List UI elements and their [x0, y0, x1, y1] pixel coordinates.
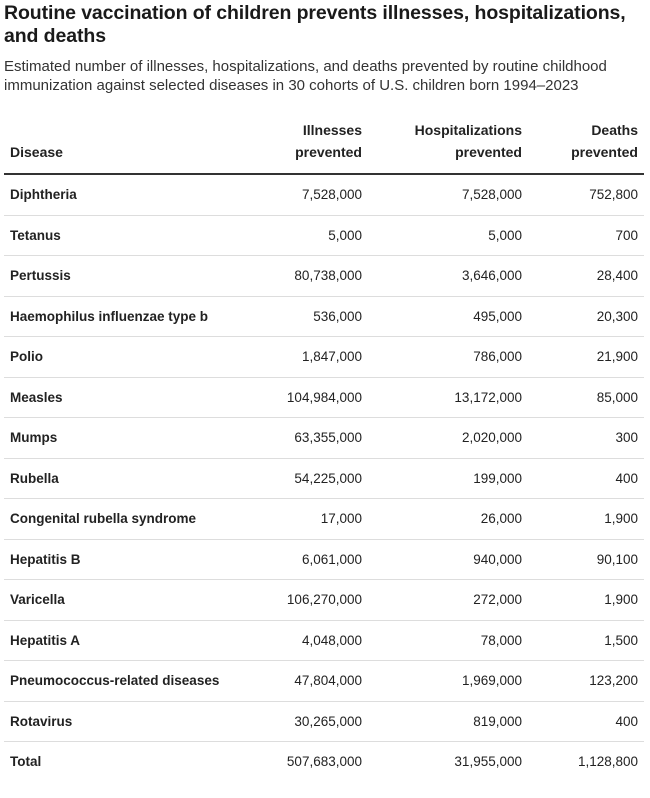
cell-disease: Rubella	[4, 458, 250, 499]
cell-deaths: 1,900	[528, 580, 644, 621]
cell-illnesses: 106,270,000	[250, 580, 368, 621]
cell-illnesses: 63,355,000	[250, 418, 368, 459]
column-header-deaths	[528, 119, 644, 174]
cell-deaths: 400	[528, 458, 644, 499]
table-row	[4, 499, 644, 540]
column-header-hospitalizations-line2: prevented	[455, 144, 522, 160]
column-header-disease-line2: Disease	[10, 144, 63, 160]
column-header-disease	[4, 119, 250, 174]
cell-disease: Haemophilus influenzae type b	[4, 296, 250, 337]
cell-deaths: 28,400	[528, 256, 644, 297]
table-row	[4, 377, 644, 418]
cell-deaths: 1,900	[528, 499, 644, 540]
cell-illnesses: 6,061,000	[250, 539, 368, 580]
table-row	[4, 418, 644, 459]
column-header-illnesses-line2: prevented	[295, 144, 362, 160]
column-header-hospitalizations	[368, 119, 528, 174]
cell-illnesses: 507,683,000	[286, 754, 362, 770]
cell-illnesses: 1,847,000	[250, 337, 368, 378]
table-row	[4, 539, 644, 580]
cell-hospitalizations: 940,000	[368, 539, 528, 580]
column-header-illnesses	[250, 119, 368, 174]
cell-deaths: 700	[528, 215, 644, 256]
cell-deaths: 300	[528, 418, 644, 459]
cell-hospitalizations: 199,000	[368, 458, 528, 499]
table-row	[4, 742, 644, 782]
cell-deaths: 123,200	[528, 661, 644, 702]
table-row	[4, 256, 644, 297]
cell-disease: Measles	[4, 377, 250, 418]
cell-illnesses: 104,984,000	[250, 377, 368, 418]
cell-deaths: 85,000	[528, 377, 644, 418]
cell-hospitalizations: 13,172,000	[368, 377, 528, 418]
table-row	[4, 701, 644, 742]
table-row	[4, 215, 644, 256]
cell-disease: Congenital rubella syndrome	[4, 499, 250, 540]
cell-hospitalizations: 819,000	[368, 701, 528, 742]
cell-illnesses: 54,225,000	[250, 458, 368, 499]
table-row	[4, 296, 644, 337]
table-header	[4, 119, 644, 174]
cell-hospitalizations: 495,000	[368, 296, 528, 337]
cell-hospitalizations: 31,955,000	[454, 754, 522, 770]
data-table	[4, 119, 644, 782]
cell-illnesses: 5,000	[250, 215, 368, 256]
cell-hospitalizations: 2,020,000	[368, 418, 528, 459]
table-body	[4, 174, 644, 782]
header-row	[4, 119, 644, 174]
cell-disease: Hepatitis A	[4, 620, 250, 661]
column-header-hospitalizations-line1: Hospitalizations	[414, 122, 522, 138]
cell-deaths: 1,128,800	[577, 754, 638, 770]
column-header-illnesses-line1: Illnesses	[302, 122, 362, 138]
cell-illnesses: 47,804,000	[250, 661, 368, 702]
cell-disease: Diphtheria	[4, 174, 250, 215]
cell-deaths: 752,800	[528, 174, 644, 215]
cell-deaths: 90,100	[528, 539, 644, 580]
cell-illnesses: 30,265,000	[250, 701, 368, 742]
table-row	[4, 337, 644, 378]
cell-disease: Total	[10, 754, 42, 770]
cell-hospitalizations: 5,000	[368, 215, 528, 256]
chart-title: Routine vaccination of children prevents illnesses, hospitalizations, and deaths	[4, 2, 626, 47]
cell-hospitalizations: 78,000	[368, 620, 528, 661]
cell-hospitalizations: 786,000	[368, 337, 528, 378]
column-header-deaths-line1: Deaths	[591, 122, 638, 138]
cell-disease: Pneumococcus-related diseases	[4, 661, 250, 702]
cell-hospitalizations: 7,528,000	[368, 174, 528, 215]
cell-illnesses: 80,738,000	[250, 256, 368, 297]
cell-disease: Hepatitis B	[4, 539, 250, 580]
cell-hospitalizations: 26,000	[368, 499, 528, 540]
cell-disease: Varicella	[4, 580, 250, 621]
cell-hospitalizations: 3,646,000	[368, 256, 528, 297]
cell-disease: Mumps	[4, 418, 250, 459]
cell-illnesses: 4,048,000	[250, 620, 368, 661]
cell-disease: Rotavirus	[4, 701, 250, 742]
column-header-deaths-line2: prevented	[571, 144, 638, 160]
cell-disease: Pertussis	[4, 256, 250, 297]
table-row	[4, 580, 644, 621]
cell-disease: Polio	[4, 337, 250, 378]
table-row	[4, 661, 644, 702]
cell-illnesses: 17,000	[250, 499, 368, 540]
cell-illnesses: 7,528,000	[250, 174, 368, 215]
cell-disease: Tetanus	[4, 215, 250, 256]
cell-deaths: 21,900	[528, 337, 644, 378]
cell-deaths: 400	[528, 701, 644, 742]
table-row	[4, 620, 644, 661]
table-row	[4, 174, 644, 215]
cell-deaths: 20,300	[528, 296, 644, 337]
chart-subtitle: Estimated number of illnesses, hospitalizations, and deaths prevented by routine childhood immunization against selected diseases in 30 cohorts of U.S. children born 1994–2023	[4, 58, 607, 94]
table-row	[4, 458, 644, 499]
cell-deaths: 1,500	[528, 620, 644, 661]
cell-hospitalizations: 272,000	[368, 580, 528, 621]
cell-hospitalizations: 1,969,000	[368, 661, 528, 702]
cell-illnesses: 536,000	[250, 296, 368, 337]
